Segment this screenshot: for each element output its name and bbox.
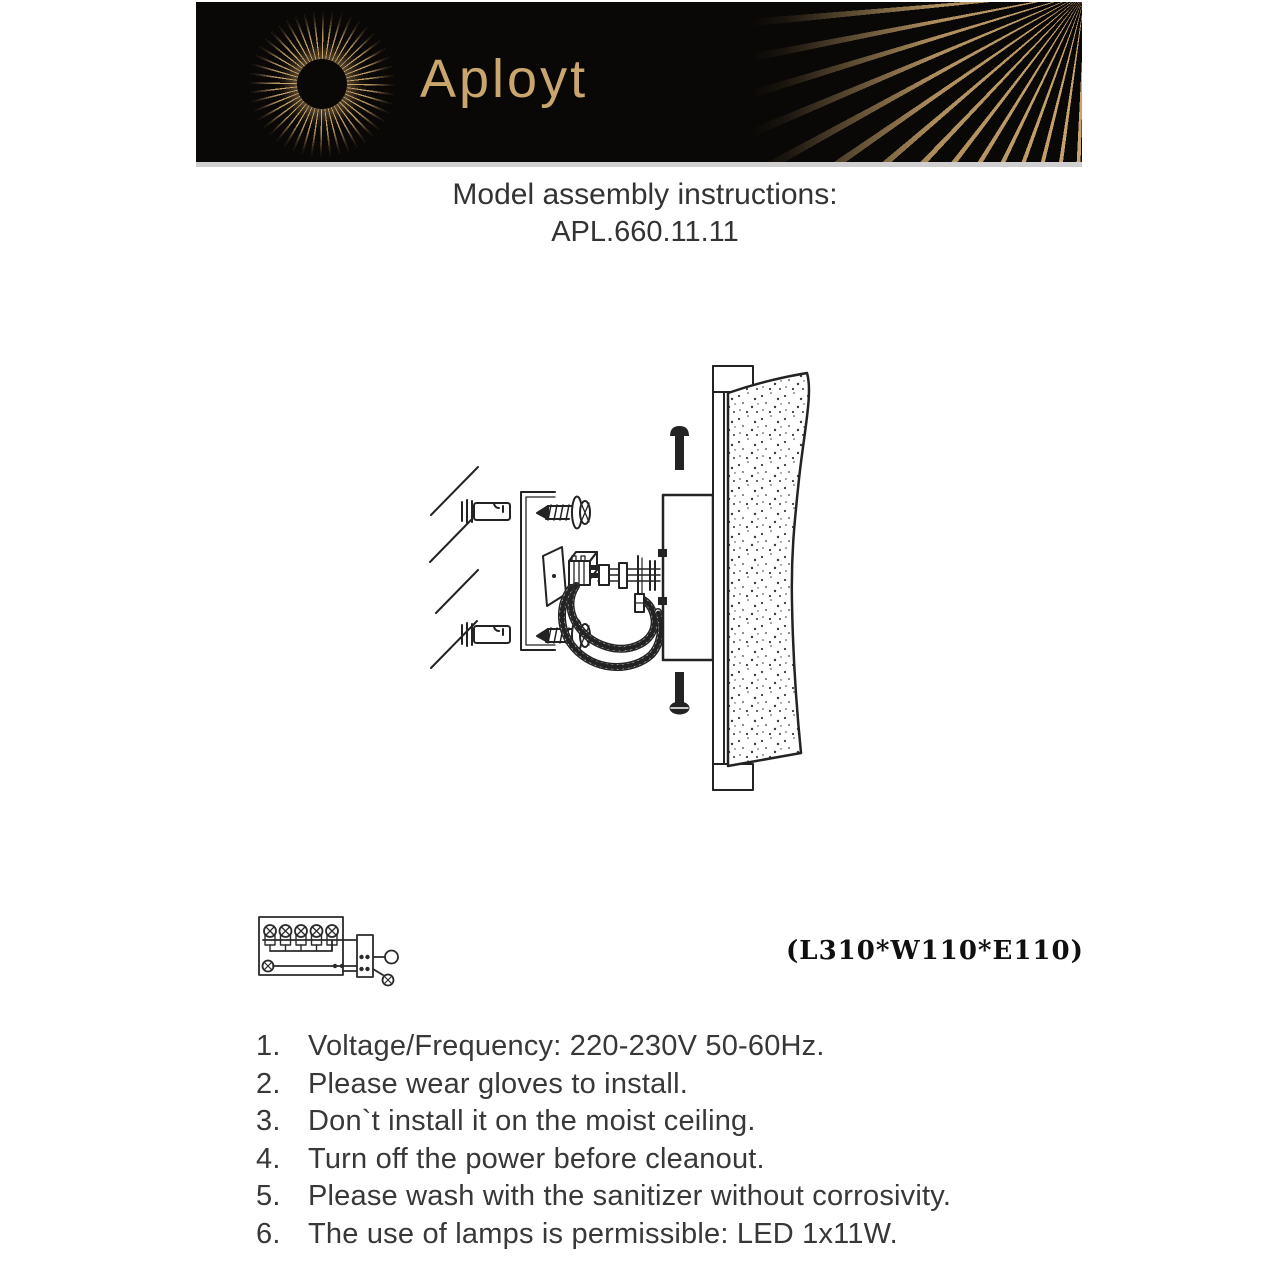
model-number: APL.660.11.11 [551, 216, 739, 248]
connection-wires [562, 586, 661, 667]
item-text: Please wash with the sanitizer without corrosivity. [308, 1180, 952, 1213]
item-number: 4. [256, 1142, 281, 1175]
list-item [256, 1028, 1066, 1066]
brand-banner [196, 2, 1082, 162]
item-text: Please wear gloves to install. [308, 1067, 688, 1100]
dimensions-label: (L310*W110*E110) [786, 936, 1084, 966]
sunburst-logo-icon [250, 12, 394, 156]
list-item [256, 1141, 1066, 1179]
list-item [256, 1103, 1066, 1141]
page-title: Model assembly instructions: [452, 178, 838, 211]
title-block [200, 176, 1090, 250]
list-item [256, 1216, 1066, 1254]
list-item [256, 1066, 1066, 1104]
item-text: Turn off the power before cleanout. [308, 1142, 765, 1175]
item-text: Don`t install it on the moist ceiling. [308, 1105, 756, 1138]
lamp-housing [658, 495, 713, 660]
item-number: 6. [256, 1217, 281, 1250]
item-number: 2. [256, 1067, 281, 1100]
terminal-contacts [264, 925, 338, 951]
item-number: 3. [256, 1105, 281, 1138]
ground-screw-icon [263, 961, 274, 972]
wiring-diagram [250, 905, 410, 1005]
assembly-exploded-view-drawing [400, 350, 850, 810]
banner-shadow [196, 162, 1082, 167]
instruction-list [256, 1028, 1066, 1254]
list-item [256, 1178, 1066, 1216]
item-number: 5. [256, 1180, 281, 1213]
item-number: 1. [256, 1030, 281, 1062]
ground-screw-icon [383, 975, 394, 986]
terminal-block [569, 552, 598, 585]
threaded-rod [598, 556, 660, 599]
wall-hatch-lines [430, 467, 478, 668]
lamp-symbol [385, 951, 398, 964]
item-text: The use of lamps is permissible: LED 1x11W. [308, 1217, 898, 1250]
curved-diffuser-shade [728, 373, 809, 766]
decorative-rays [752, 2, 1082, 162]
item-text: Voltage/Frequency: 220-230V 50-60Hz. [308, 1030, 825, 1062]
brand-name: Aployt [420, 49, 589, 109]
connector-block [357, 935, 373, 977]
